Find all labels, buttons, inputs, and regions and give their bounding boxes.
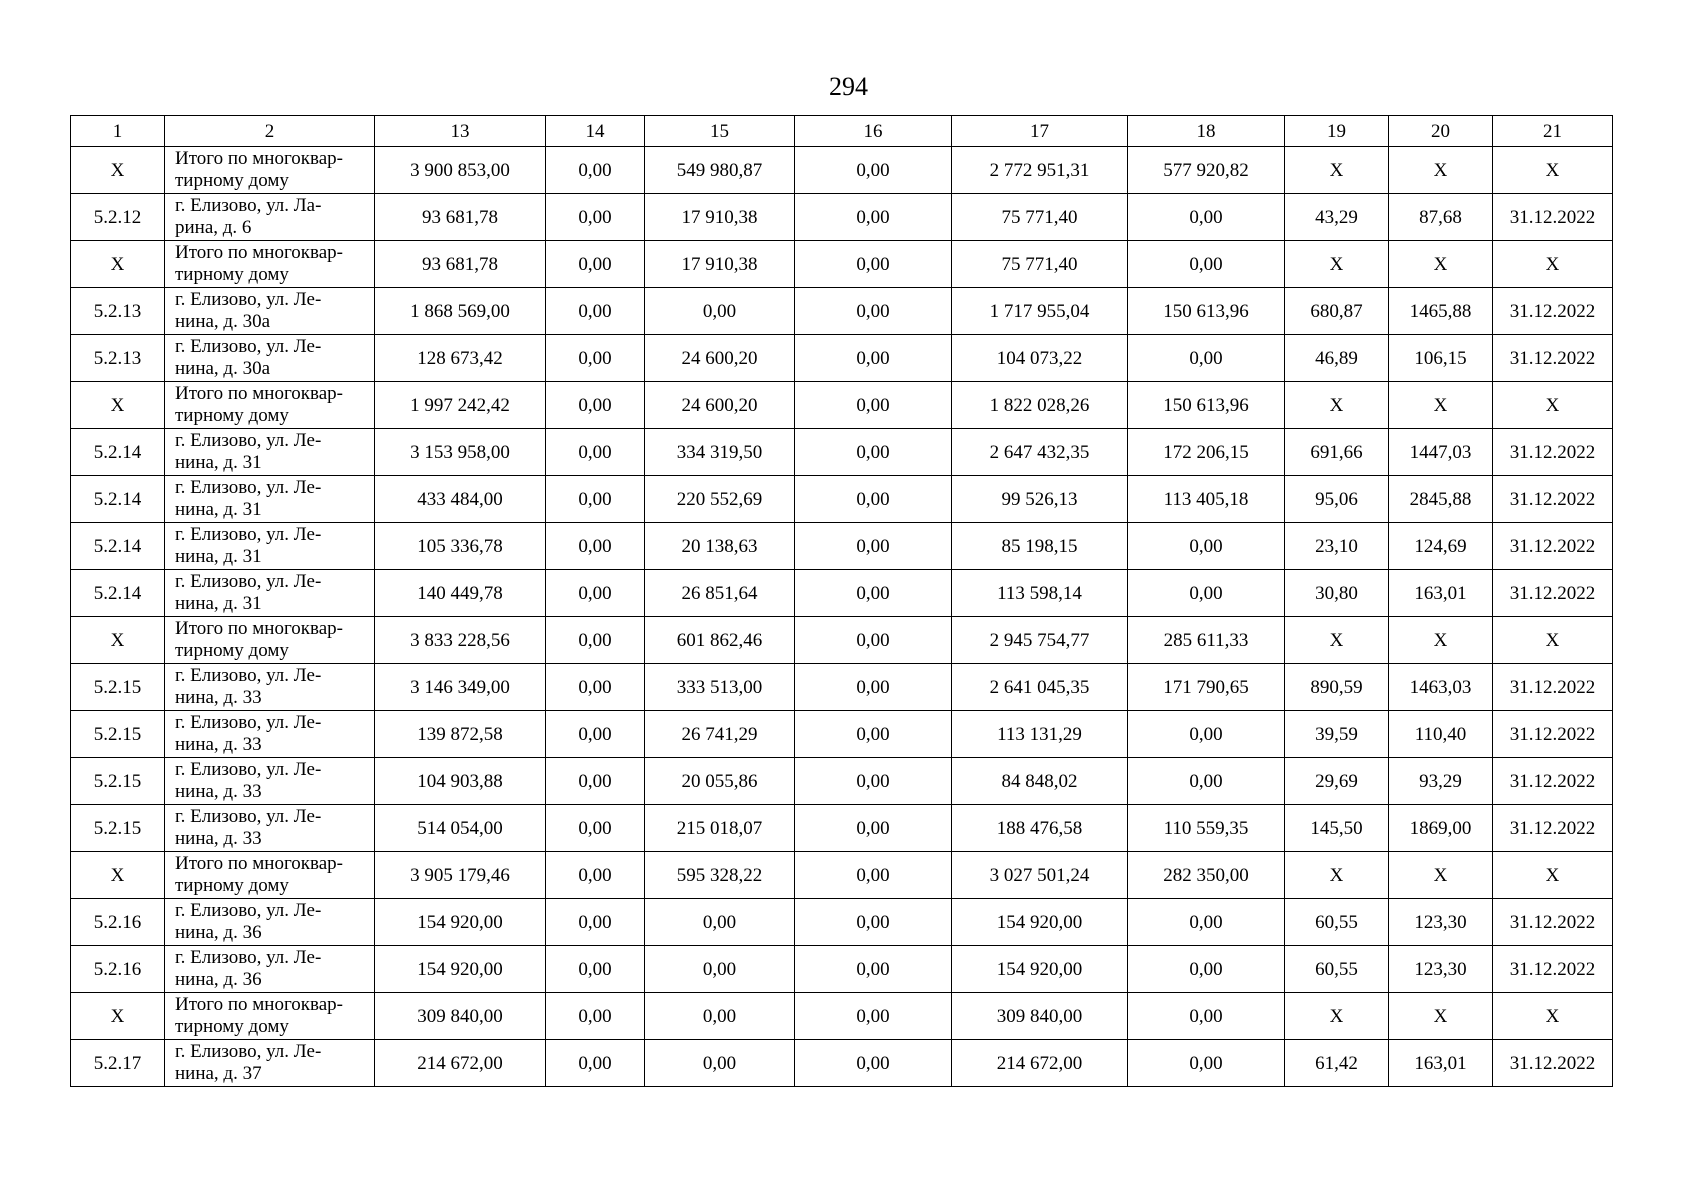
table-cell: 31.12.2022 xyxy=(1493,664,1613,711)
table-cell: 163,01 xyxy=(1389,1040,1493,1087)
table-row xyxy=(71,335,1613,382)
table-row xyxy=(71,147,1613,194)
address-cell: г. Елизово, ул. Ле- нина, д. 36 xyxy=(165,899,375,946)
table-cell: 282 350,00 xyxy=(1128,852,1285,899)
table-cell: 2 945 754,77 xyxy=(952,617,1128,664)
table-cell: 24 600,20 xyxy=(645,382,795,429)
table-cell: 5.2.13 xyxy=(71,335,165,382)
table-cell: 1463,03 xyxy=(1389,664,1493,711)
table-cell: 214 672,00 xyxy=(952,1040,1128,1087)
table-cell: 5.2.14 xyxy=(71,476,165,523)
table-cell: 0,00 xyxy=(795,664,952,711)
table-row xyxy=(71,946,1613,993)
table-cell: 31.12.2022 xyxy=(1493,899,1613,946)
table-cell: X xyxy=(1285,617,1389,664)
table-cell: 26 851,64 xyxy=(645,570,795,617)
table-cell: 0,00 xyxy=(795,194,952,241)
table-cell: 0,00 xyxy=(546,288,645,335)
table-cell: 5.2.15 xyxy=(71,711,165,758)
table-cell: 595 328,22 xyxy=(645,852,795,899)
table-cell: 0,00 xyxy=(1128,335,1285,382)
table-cell: 0,00 xyxy=(546,946,645,993)
table-cell: 0,00 xyxy=(546,617,645,664)
table-cell: 31.12.2022 xyxy=(1493,194,1613,241)
table-cell: 154 920,00 xyxy=(952,946,1128,993)
table-row xyxy=(71,711,1613,758)
table-cell: 0,00 xyxy=(1128,523,1285,570)
table-cell: 2 647 432,35 xyxy=(952,429,1128,476)
table-cell: 2 641 045,35 xyxy=(952,664,1128,711)
address-cell: Итого по многоквар- тирному дому xyxy=(165,993,375,1040)
address-cell: г. Елизово, ул. Ле- нина, д. 31 xyxy=(165,429,375,476)
table-cell: 31.12.2022 xyxy=(1493,570,1613,617)
table-cell: X xyxy=(1389,147,1493,194)
table-cell: X xyxy=(1389,241,1493,288)
table-cell: 31.12.2022 xyxy=(1493,946,1613,993)
table-row xyxy=(71,241,1613,288)
table-cell: 1 997 242,42 xyxy=(375,382,546,429)
table-cell: 0,00 xyxy=(795,805,952,852)
column-header: 16 xyxy=(795,116,952,147)
column-header: 19 xyxy=(1285,116,1389,147)
table-row xyxy=(71,570,1613,617)
column-header: 21 xyxy=(1493,116,1613,147)
table-cell: 172 206,15 xyxy=(1128,429,1285,476)
table-cell: 99 526,13 xyxy=(952,476,1128,523)
table-cell: 0,00 xyxy=(1128,758,1285,805)
address-cell: г. Елизово, ул. Ле- нина, д. 33 xyxy=(165,711,375,758)
table-cell: 0,00 xyxy=(1128,1040,1285,1087)
table-cell: 0,00 xyxy=(546,664,645,711)
table-cell: 139 872,58 xyxy=(375,711,546,758)
table-cell: 5.2.16 xyxy=(71,946,165,993)
table-row xyxy=(71,476,1613,523)
table-cell: 24 600,20 xyxy=(645,335,795,382)
table-cell: 31.12.2022 xyxy=(1493,335,1613,382)
table-cell: 188 476,58 xyxy=(952,805,1128,852)
table-cell: 5.2.15 xyxy=(71,664,165,711)
table-cell: X xyxy=(1493,852,1613,899)
table-cell: 0,00 xyxy=(1128,241,1285,288)
table-cell: 5.2.17 xyxy=(71,1040,165,1087)
table-cell: 1 822 028,26 xyxy=(952,382,1128,429)
table-cell: 577 920,82 xyxy=(1128,147,1285,194)
table-cell: 5.2.12 xyxy=(71,194,165,241)
table-cell: 3 900 853,00 xyxy=(375,147,546,194)
table-cell: 0,00 xyxy=(546,335,645,382)
page-number: 294 xyxy=(829,72,868,101)
table-cell: X xyxy=(1285,852,1389,899)
table-cell: 0,00 xyxy=(1128,570,1285,617)
table-cell: 214 672,00 xyxy=(375,1040,546,1087)
table-cell: 128 673,42 xyxy=(375,335,546,382)
table-cell: 0,00 xyxy=(546,758,645,805)
table-cell: 3 833 228,56 xyxy=(375,617,546,664)
address-cell: г. Елизово, ул. Ле- нина, д. 31 xyxy=(165,523,375,570)
table-cell: 333 513,00 xyxy=(645,664,795,711)
table-cell: 31.12.2022 xyxy=(1493,523,1613,570)
table-cell: 2845,88 xyxy=(1389,476,1493,523)
table-cell: 105 336,78 xyxy=(375,523,546,570)
table-cell: 0,00 xyxy=(546,194,645,241)
table-cell: 113 131,29 xyxy=(952,711,1128,758)
column-header: 13 xyxy=(375,116,546,147)
table-cell: 154 920,00 xyxy=(375,946,546,993)
table-row xyxy=(71,523,1613,570)
table-cell: 0,00 xyxy=(795,147,952,194)
table-cell: 220 552,69 xyxy=(645,476,795,523)
table-cell: 1465,88 xyxy=(1389,288,1493,335)
table-cell: 26 741,29 xyxy=(645,711,795,758)
table-cell: 0,00 xyxy=(546,476,645,523)
table-cell: 171 790,65 xyxy=(1128,664,1285,711)
table-cell: 285 611,33 xyxy=(1128,617,1285,664)
table-cell: 0,00 xyxy=(546,852,645,899)
table-cell: 0,00 xyxy=(645,288,795,335)
table-cell: 0,00 xyxy=(795,429,952,476)
column-header: 14 xyxy=(546,116,645,147)
table-cell: 31.12.2022 xyxy=(1493,476,1613,523)
table-cell: 123,30 xyxy=(1389,899,1493,946)
table-row xyxy=(71,1040,1613,1087)
table-cell: 93 681,78 xyxy=(375,241,546,288)
data-table xyxy=(70,115,1613,1087)
table-cell: 309 840,00 xyxy=(375,993,546,1040)
table-cell: 23,10 xyxy=(1285,523,1389,570)
table-cell: 163,01 xyxy=(1389,570,1493,617)
table-cell: 60,55 xyxy=(1285,899,1389,946)
table-cell: 20 055,86 xyxy=(645,758,795,805)
table-cell: 0,00 xyxy=(546,899,645,946)
table-cell: 154 920,00 xyxy=(952,899,1128,946)
table-cell: 75 771,40 xyxy=(952,241,1128,288)
table-cell: X xyxy=(71,382,165,429)
table-cell: 0,00 xyxy=(795,476,952,523)
table-cell: 5.2.15 xyxy=(71,758,165,805)
header-row xyxy=(71,116,1613,147)
table-cell: 0,00 xyxy=(795,899,952,946)
table-cell: 17 910,38 xyxy=(645,241,795,288)
table-cell: 433 484,00 xyxy=(375,476,546,523)
table-cell: 5.2.14 xyxy=(71,570,165,617)
table-cell: 150 613,96 xyxy=(1128,288,1285,335)
table-cell: 5.2.14 xyxy=(71,429,165,476)
table-cell: 0,00 xyxy=(1128,711,1285,758)
address-cell: Итого по многоквар- тирному дому xyxy=(165,147,375,194)
table-cell: 39,59 xyxy=(1285,711,1389,758)
table-cell: 60,55 xyxy=(1285,946,1389,993)
table-cell: 106,15 xyxy=(1389,335,1493,382)
table-cell: 0,00 xyxy=(1128,993,1285,1040)
table-row xyxy=(71,194,1613,241)
table-cell: 890,59 xyxy=(1285,664,1389,711)
table-row xyxy=(71,664,1613,711)
table-row xyxy=(71,852,1613,899)
table-cell: 31.12.2022 xyxy=(1493,1040,1613,1087)
table-cell: 46,89 xyxy=(1285,335,1389,382)
table-row xyxy=(71,382,1613,429)
table-cell: 0,00 xyxy=(795,335,952,382)
table-cell: 31.12.2022 xyxy=(1493,758,1613,805)
address-cell: г. Елизово, ул. Ле- нина, д. 33 xyxy=(165,805,375,852)
address-cell: Итого по многоквар- тирному дому xyxy=(165,852,375,899)
table-cell: 20 138,63 xyxy=(645,523,795,570)
table-row xyxy=(71,993,1613,1040)
table-cell: 30,80 xyxy=(1285,570,1389,617)
table-cell: 104 903,88 xyxy=(375,758,546,805)
table-cell: 124,69 xyxy=(1389,523,1493,570)
table-cell: 43,29 xyxy=(1285,194,1389,241)
table-cell: X xyxy=(71,852,165,899)
table-cell: X xyxy=(1493,617,1613,664)
table-cell: 0,00 xyxy=(795,523,952,570)
column-header: 17 xyxy=(952,116,1128,147)
address-cell: г. Елизово, ул. Ле- нина, д. 31 xyxy=(165,476,375,523)
table-cell: X xyxy=(1389,617,1493,664)
table-cell: 145,50 xyxy=(1285,805,1389,852)
table-cell: 93,29 xyxy=(1389,758,1493,805)
table-cell: 0,00 xyxy=(546,147,645,194)
table-cell: 87,68 xyxy=(1389,194,1493,241)
address-cell: Итого по многоквар- тирному дому xyxy=(165,241,375,288)
table-cell: 0,00 xyxy=(546,805,645,852)
address-cell: г. Елизово, ул. Ле- нина, д. 37 xyxy=(165,1040,375,1087)
table-cell: 0,00 xyxy=(795,711,952,758)
table-cell: 680,87 xyxy=(1285,288,1389,335)
table-cell: 154 920,00 xyxy=(375,899,546,946)
table-cell: 5.2.16 xyxy=(71,899,165,946)
table-cell: 0,00 xyxy=(795,570,952,617)
table-cell: 1 868 569,00 xyxy=(375,288,546,335)
table-row xyxy=(71,288,1613,335)
table-cell: 0,00 xyxy=(546,1040,645,1087)
table-cell: 1447,03 xyxy=(1389,429,1493,476)
table-cell: 75 771,40 xyxy=(952,194,1128,241)
table-cell: 0,00 xyxy=(795,1040,952,1087)
table-cell: 0,00 xyxy=(795,288,952,335)
table-cell: 31.12.2022 xyxy=(1493,429,1613,476)
table-cell: 0,00 xyxy=(1128,194,1285,241)
table-cell: 2 772 951,31 xyxy=(952,147,1128,194)
table-cell: 0,00 xyxy=(645,946,795,993)
table-cell: 140 449,78 xyxy=(375,570,546,617)
column-header: 15 xyxy=(645,116,795,147)
table-cell: X xyxy=(1493,147,1613,194)
table-cell: 0,00 xyxy=(546,241,645,288)
table-cell: 0,00 xyxy=(795,382,952,429)
table-cell: X xyxy=(1389,382,1493,429)
table-cell: 0,00 xyxy=(546,570,645,617)
table-cell: 0,00 xyxy=(795,758,952,805)
address-cell: Итого по многоквар- тирному дому xyxy=(165,617,375,664)
table-cell: 84 848,02 xyxy=(952,758,1128,805)
table-cell: 104 073,22 xyxy=(952,335,1128,382)
table-cell: 0,00 xyxy=(645,899,795,946)
table-cell: 0,00 xyxy=(546,382,645,429)
table-cell: 0,00 xyxy=(1128,946,1285,993)
address-cell: г. Елизово, ул. Ле- нина, д. 30а xyxy=(165,288,375,335)
table-cell: 31.12.2022 xyxy=(1493,711,1613,758)
table-cell: 3 027 501,24 xyxy=(952,852,1128,899)
table-cell: 61,42 xyxy=(1285,1040,1389,1087)
table-cell: 549 980,87 xyxy=(645,147,795,194)
address-cell: г. Елизово, ул. Ле- нина, д. 31 xyxy=(165,570,375,617)
table-cell: 334 319,50 xyxy=(645,429,795,476)
table-cell: X xyxy=(1285,147,1389,194)
table-cell: 0,00 xyxy=(546,993,645,1040)
table-cell: 215 018,07 xyxy=(645,805,795,852)
table-cell: 0,00 xyxy=(645,1040,795,1087)
table-cell: X xyxy=(71,617,165,664)
table-row xyxy=(71,429,1613,476)
table-cell: 5.2.13 xyxy=(71,288,165,335)
address-cell: г. Елизово, ул. Ла- рина, д. 6 xyxy=(165,194,375,241)
table-row xyxy=(71,899,1613,946)
table-cell: 3 905 179,46 xyxy=(375,852,546,899)
table-cell: 0,00 xyxy=(645,993,795,1040)
table-cell: X xyxy=(71,241,165,288)
table-cell: 309 840,00 xyxy=(952,993,1128,1040)
table-cell: 85 198,15 xyxy=(952,523,1128,570)
column-header: 18 xyxy=(1128,116,1285,147)
table-row xyxy=(71,617,1613,664)
table-cell: X xyxy=(1493,382,1613,429)
table-cell: 0,00 xyxy=(546,429,645,476)
table-cell: 0,00 xyxy=(1128,899,1285,946)
table-cell: 95,06 xyxy=(1285,476,1389,523)
table-cell: 691,66 xyxy=(1285,429,1389,476)
table-row xyxy=(71,805,1613,852)
table-cell: 1 717 955,04 xyxy=(952,288,1128,335)
address-cell: г. Елизово, ул. Ле- нина, д. 33 xyxy=(165,758,375,805)
table-cell: X xyxy=(1493,241,1613,288)
table-cell: 3 146 349,00 xyxy=(375,664,546,711)
address-cell: Итого по многоквар- тирному дому xyxy=(165,382,375,429)
table-cell: 93 681,78 xyxy=(375,194,546,241)
table-cell: 31.12.2022 xyxy=(1493,288,1613,335)
table-cell: 1869,00 xyxy=(1389,805,1493,852)
column-header: 1 xyxy=(71,116,165,147)
table-cell: X xyxy=(1285,382,1389,429)
table-cell: 0,00 xyxy=(546,711,645,758)
table-cell: 110 559,35 xyxy=(1128,805,1285,852)
table-cell: 0,00 xyxy=(795,241,952,288)
table-cell: X xyxy=(1285,241,1389,288)
table-cell: 29,69 xyxy=(1285,758,1389,805)
table-cell: 0,00 xyxy=(546,523,645,570)
column-header: 2 xyxy=(165,116,375,147)
table-cell: 110,40 xyxy=(1389,711,1493,758)
address-cell: г. Елизово, ул. Ле- нина, д. 30а xyxy=(165,335,375,382)
address-cell: г. Елизово, ул. Ле- нина, д. 36 xyxy=(165,946,375,993)
table-cell: 17 910,38 xyxy=(645,194,795,241)
column-header: 20 xyxy=(1389,116,1493,147)
table-cell: X xyxy=(1389,993,1493,1040)
table-cell: X xyxy=(1285,993,1389,1040)
table-cell: X xyxy=(1493,993,1613,1040)
table-cell: 31.12.2022 xyxy=(1493,805,1613,852)
table-cell: 123,30 xyxy=(1389,946,1493,993)
table-cell: 0,00 xyxy=(795,993,952,1040)
table-cell: 5.2.14 xyxy=(71,523,165,570)
table-row xyxy=(71,758,1613,805)
table-cell: 3 153 958,00 xyxy=(375,429,546,476)
table-cell: 0,00 xyxy=(795,617,952,664)
table-cell: X xyxy=(71,993,165,1040)
table-cell: 0,00 xyxy=(795,946,952,993)
table-cell: X xyxy=(1389,852,1493,899)
table-body xyxy=(71,116,1613,1087)
table-cell: 113 598,14 xyxy=(952,570,1128,617)
address-cell: г. Елизово, ул. Ле- нина, д. 33 xyxy=(165,664,375,711)
table-cell: 113 405,18 xyxy=(1128,476,1285,523)
table-cell: 601 862,46 xyxy=(645,617,795,664)
table-cell: 150 613,96 xyxy=(1128,382,1285,429)
table-cell: 0,00 xyxy=(795,852,952,899)
table-cell: 5.2.15 xyxy=(71,805,165,852)
table-cell: 514 054,00 xyxy=(375,805,546,852)
table-cell: X xyxy=(71,147,165,194)
